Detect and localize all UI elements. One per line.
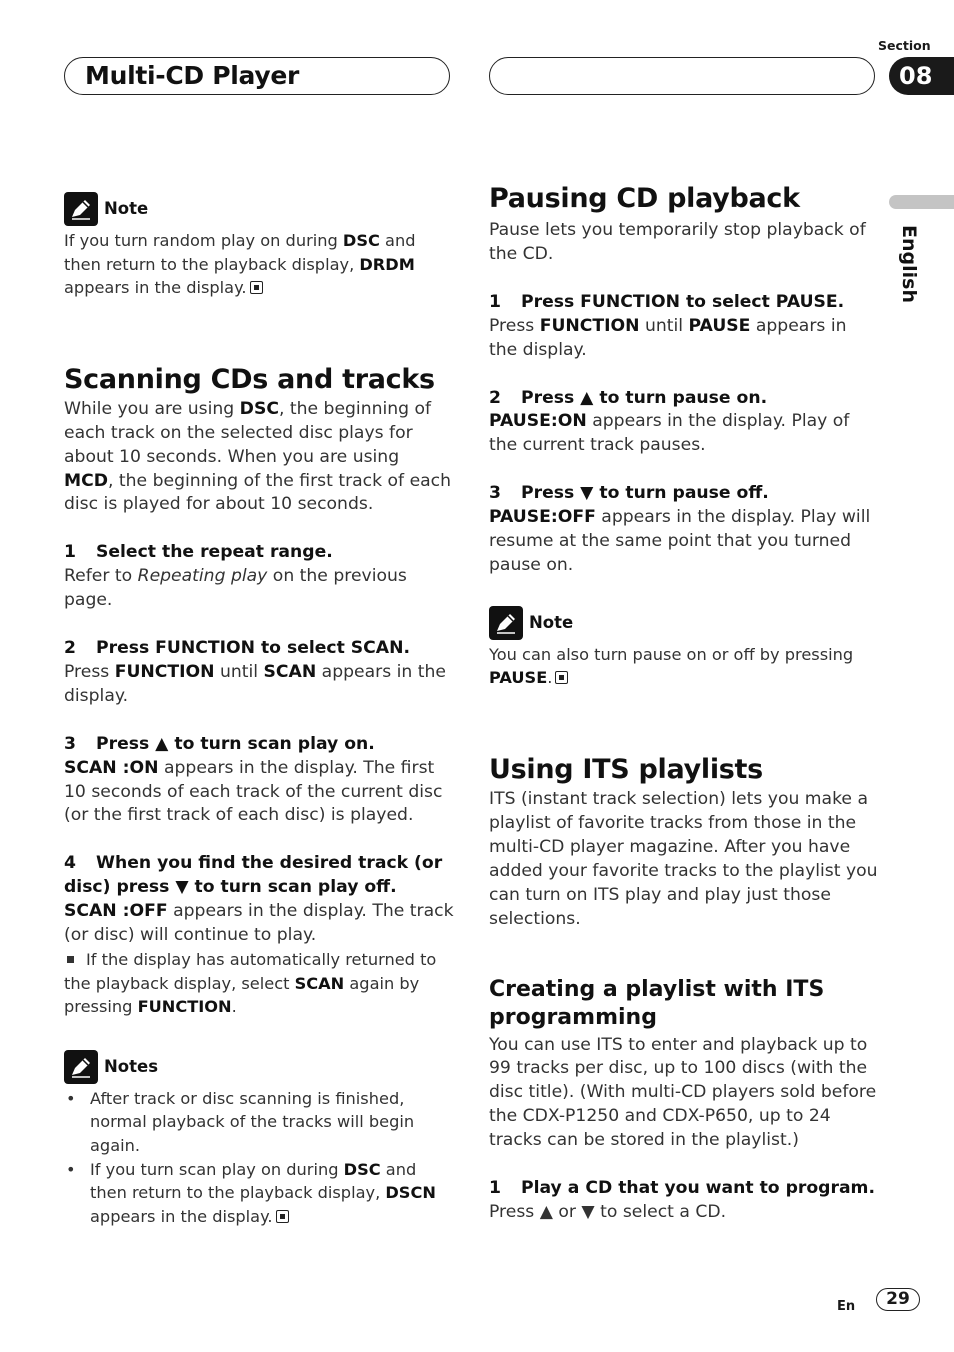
notes-label: Notes <box>104 1056 159 1076</box>
notes-list <box>64 1087 454 1229</box>
note-text: If you turn random play on during DSC and then return to the playback display, DRDM appears in the display. <box>64 231 416 298</box>
note-header <box>64 192 454 226</box>
header-empty-box <box>489 57 875 95</box>
its-subheading: Creating a playlist with ITS programming <box>489 976 825 1030</box>
pause-step-2: 2 Press ▲ to turn pause on. <box>489 387 768 408</box>
section-label: Section <box>878 38 931 53</box>
footer-language-code: En <box>837 1299 856 1314</box>
pause-intro: Pause lets you temporarily stop playback of the CD. <box>489 220 866 264</box>
left-column <box>64 192 454 1228</box>
page-number: 29 <box>876 1288 920 1311</box>
its-sub-intro: You can use ITS to enter and playback up to 99 tracks per disc, up to 100 discs (with the disc title). (With multi-CD players sold before the CDX-P1250 and CDX-P650, up to 24 tracks can be stored in the playlist.) <box>489 1034 877 1151</box>
note-pencil-icon <box>489 606 523 640</box>
scan-step-2: 2 Press FUNCTION to select SCAN. <box>64 638 411 659</box>
language-tab <box>889 195 954 209</box>
scan-step-3: 3 Press ▲ to turn scan play on. <box>64 733 375 754</box>
note-header <box>489 606 879 640</box>
scan-heading: Scanning CDs and tracks <box>64 363 435 395</box>
end-mark-icon <box>555 671 568 684</box>
pause-step-3: 3 Press ▼ to turn pause off. <box>489 483 769 504</box>
right-column <box>489 182 879 1225</box>
pause-step-1-desc: Press FUNCTION until PAUSE appears in the display. <box>489 315 847 360</box>
its-heading: Using ITS playlists <box>489 754 763 786</box>
scan-intro: While you are using DSC, the beginning of each track on the selected disc plays for about 10 seconds. When you are using MCD, the beginning of the first track of each disc is played for about 10 seconds. <box>64 398 452 515</box>
pause-heading: Pausing CD playback <box>489 183 800 214</box>
pause-step-2-desc: PAUSE:ON appears in the display. Play of the current track pauses. <box>489 411 850 456</box>
chapter-title: Multi-CD Player <box>85 61 300 90</box>
chapter-title-box <box>64 57 450 95</box>
scan-step-4-desc: SCAN :OFF appears in the display. The track (or disc) will continue to play. <box>64 901 454 946</box>
end-mark-icon <box>250 281 263 294</box>
square-bullet-icon <box>67 956 74 963</box>
scan-step-2-desc: Press FUNCTION until SCAN appears in the display. <box>64 661 446 706</box>
section-number-badge: 08 <box>889 57 954 95</box>
note-label: Note <box>529 612 574 632</box>
scan-step-1: 1 Select the repeat range. <box>64 542 333 563</box>
pause-step-3-desc: PAUSE:OFF appears in the display. Play will resume at the same point that you turned pause on. <box>489 507 871 575</box>
scan-step-4: 4 When you find the desired track (or disc) press ▼ to turn scan play off. <box>64 853 443 898</box>
scan-bullet: If the display has automatically returned to the playback display, select SCAN again by pressing FUNCTION. <box>64 950 437 1017</box>
its-intro: ITS (instant track selection) lets you make a playlist of favorite tracks from those in the multi-CD player magazine. After you have added your favorite tracks to the playlist you can turn on ITS play and play just those selections. <box>489 789 878 929</box>
its-step-1: 1 Play a CD that you want to program. <box>489 1178 875 1199</box>
language-label: English <box>898 225 920 303</box>
note-pencil-icon <box>64 1050 98 1084</box>
notes-header <box>64 1050 454 1084</box>
note-text: You can also turn pause on or off by pressing PAUSE. <box>489 644 854 688</box>
scan-step-3-desc: SCAN :ON appears in the display. The first 10 seconds of each track of the current disc (or the first track of each disc) is played. <box>64 757 443 826</box>
pause-step-1: 1 Press FUNCTION to select PAUSE. <box>489 291 845 312</box>
list-item: • After track or disc scanning is finished, normal playback of the tracks will begin again. <box>64 1087 454 1158</box>
list-item: • If you turn scan play on during DSC and then return to the playback display, DSCN appears in the display. <box>64 1158 454 1229</box>
note-pencil-icon <box>64 192 98 226</box>
its-step-1-desc: Press ▲ or ▼ to select a CD. <box>489 1201 727 1222</box>
note-label: Note <box>104 199 149 219</box>
scan-step-1-desc: Refer to Repeating play on the previous page. <box>64 566 407 611</box>
end-mark-icon <box>276 1210 289 1223</box>
